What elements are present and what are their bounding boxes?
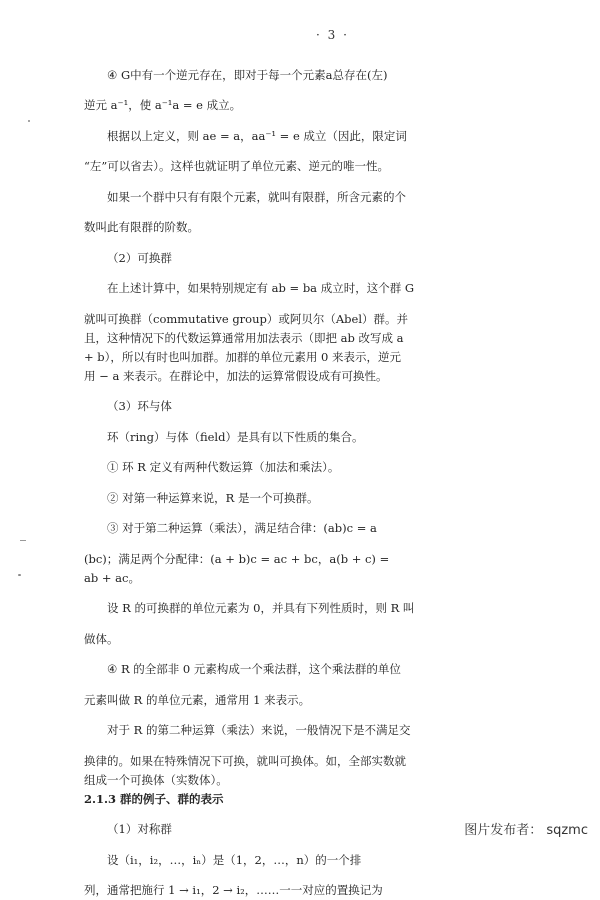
- subsection-heading: （3）环与体: [107, 399, 172, 413]
- list-item: ④ R 的全部非 0 元素构成一个乘法群，这个乘法群的单位: [107, 662, 401, 676]
- list-item: ① 环 R 定义有两种代数运算（加法和乘法）。: [107, 460, 340, 474]
- paragraph-line: 对于 R 的第二种运算（乘法）来说，一般情况下是不满足交: [107, 723, 411, 737]
- paragraph-line: 在上述计算中，如果特别规定有 ab = ba 成立时，这个群 G: [107, 281, 415, 295]
- list-item: ③ 对于第二种运算（乘法），满足结合律：(ab)c = a: [107, 521, 377, 535]
- paragraph-line: 组成一个可换体（实数体）。: [84, 772, 228, 787]
- paragraph-line: 逆元 a⁻¹，使 a⁻¹a = e 成立。: [84, 98, 242, 112]
- paragraph-line: 就叫可换群（commutative group）或阿贝尔（Abel）群。并: [84, 311, 409, 326]
- paragraph-line: 根据以上定义，则 ae = a，aa⁻¹ = e 成立（因此，限定词: [107, 128, 407, 143]
- paragraph-line: 换律的。如果在特殊情况下可换，就叫可换体。如，全部实数就: [84, 753, 406, 768]
- paragraph-line: 元素叫做 R 的单位元素，通常用 1 来表示。: [84, 692, 311, 707]
- page-body: [84, 54, 516, 900]
- subsection-heading: （2）可换群: [107, 250, 172, 265]
- paragraph-line: 设 R 的可换群的单位元素为 0，并具有下列性质时，则 R 叫: [107, 601, 415, 615]
- page-number: · 3 ·: [316, 28, 349, 42]
- paragraph-line: 如果一个群中只有有限个元素，就叫有限群，所含元素的个: [107, 189, 406, 204]
- paragraph-line: 环（ring）与体（field）是具有以下性质的集合。: [107, 429, 364, 444]
- scan-speck: [18, 574, 21, 576]
- paragraph-line: 做体。: [84, 631, 119, 646]
- paragraph-line: 数叫此有限群的阶数。: [84, 220, 199, 234]
- paragraph-line: + b），所以有时也叫加群。加群的单位元素用 0 来表示，逆元: [84, 349, 402, 364]
- paragraph-line: 设（i₁，i₂，…，iₙ）是（1，2，…，n）的一个排: [107, 852, 362, 867]
- paragraph-line: 且，这种情况下的代数运算通常用加法表示（即把 ab 改写成 a: [84, 330, 404, 345]
- paragraph-line: ab + ac。: [84, 570, 140, 585]
- list-item: ② 对第一种运算来说，R 是一个可换群。: [107, 490, 319, 505]
- scan-speck: [28, 120, 30, 122]
- paragraph-line: (bc)；满足两个分配律：(a + b)c = ac + bc，a(b + c) =: [84, 551, 390, 566]
- paragraph-line: 列，通常把施行 1 → i₁，2 → i₂，……一一对应的置换记为: [84, 883, 383, 897]
- scan-mark: [20, 540, 26, 541]
- subsection-heading: （1）对称群: [107, 822, 172, 836]
- section-heading: 2.1.3 群的例子、群的表示: [84, 791, 224, 806]
- paragraph-line: ④ G中有一个逆元存在，即对于每一个元素a总存在(左): [107, 67, 388, 82]
- paragraph-line: 用 − a 来表示。在群论中，加法的运算常假设成有可换性。: [84, 368, 388, 383]
- publisher-watermark: 图片发布者： sqzmc: [464, 823, 588, 838]
- paragraph-line: “左”可以省去）。这样也就证明了单位元素、逆元的唯一性。: [84, 159, 390, 173]
